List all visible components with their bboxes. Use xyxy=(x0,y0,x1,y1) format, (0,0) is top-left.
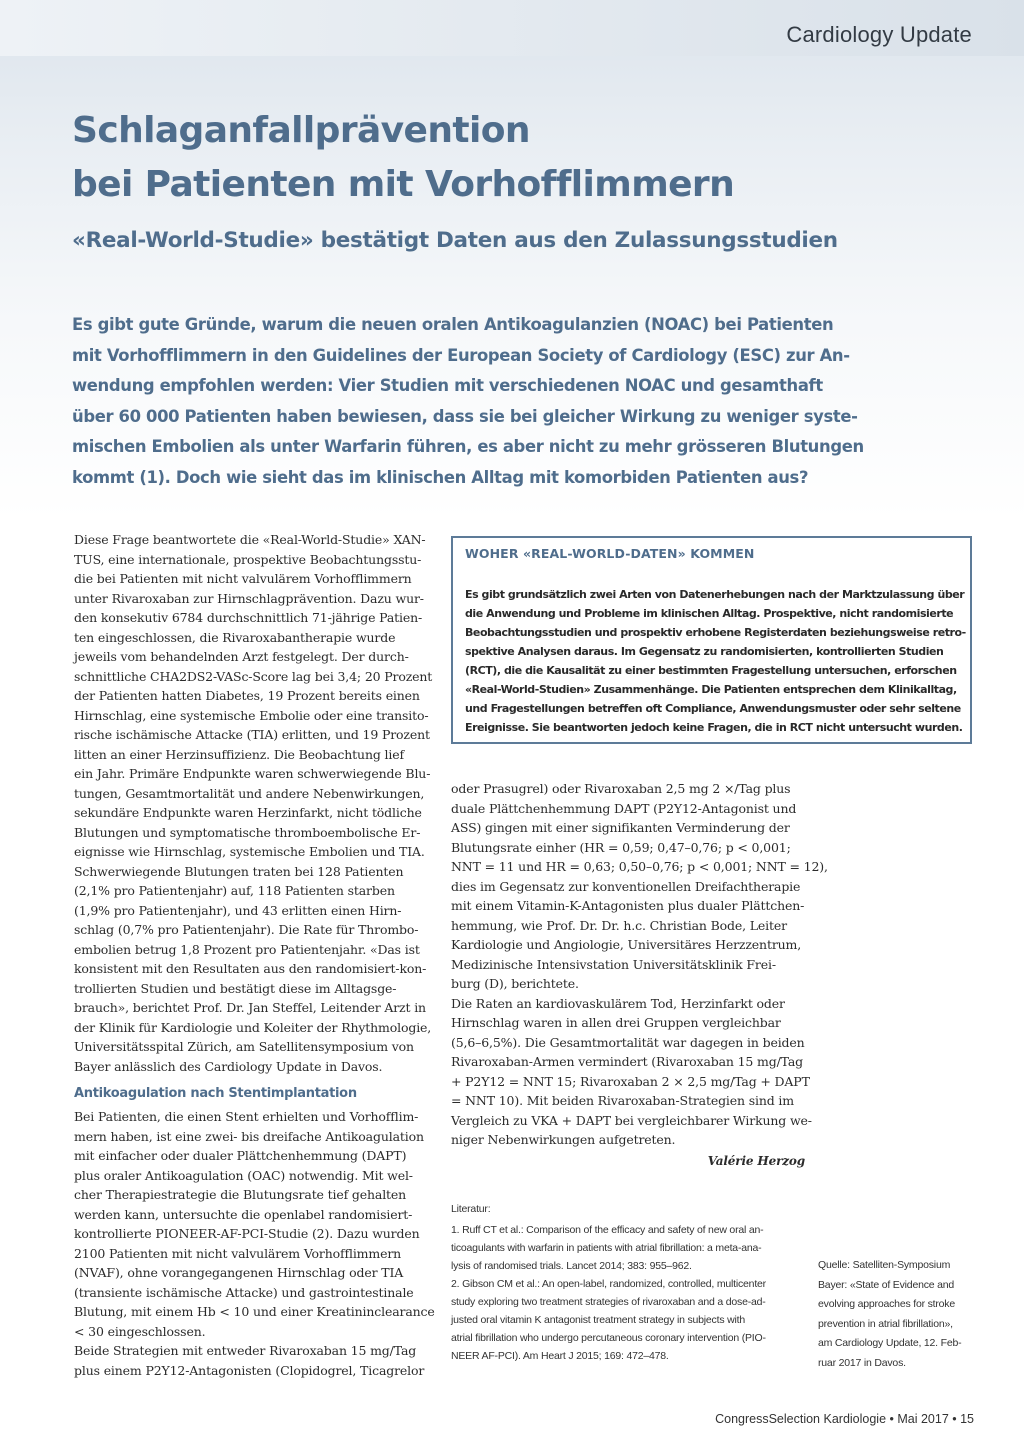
text-line: TUS, eine internationale, prospektive Beobachtungsstu- xyxy=(74,551,422,567)
info-box xyxy=(451,536,972,744)
text-line: litten an einer Herzinsuffizienz. Die Beobachtung lief xyxy=(74,746,404,762)
source-line: prevention in atrial fibrillation», xyxy=(818,1317,953,1330)
text-line: = NNT 10). Mit beiden Rivaroxaban-Strategien sind im xyxy=(451,1093,794,1108)
text-line: der Klinik für Kardiologie und Koleiter der Rhythmologie, xyxy=(74,1019,432,1035)
text-line: unter Rivaroxaban zur Hirnschlagprävention. Dazu wur- xyxy=(74,590,424,606)
source-line: Quelle: Satelliten-Symposium xyxy=(818,1259,951,1271)
text-line: mit einem Vitamin-K-Antagonisten plus dualer Plättchen- xyxy=(451,898,805,913)
text-line: rische ischämische Attacke (TIA) erlitten, und 19 Prozent xyxy=(74,727,430,742)
text-line: der Patienten hatten Diabetes, 19 Prozent bereits einen xyxy=(74,688,420,703)
text-line: kontrollierte PIONEER-AF-PCI-Studie (2). Dazu wurden xyxy=(74,1226,420,1241)
source-note xyxy=(818,1256,988,1373)
text-line: ten eingeschlossen, die Rivaroxabantherapie wurde xyxy=(74,629,396,645)
lead-paragraph xyxy=(72,310,864,493)
text-line: den konsekutiv 6784 durchschnittlich 71-jährige Patien- xyxy=(74,610,423,625)
text-line: Blutung, mit einem Hb < 10 und einer Kreatininclearance xyxy=(74,1304,435,1319)
section-label: Cardiology Update xyxy=(786,22,972,47)
text-line: NNT = 11 und HR = 0,63; 0,50–0,76; p < 0,001; NNT = 12), xyxy=(451,859,828,874)
page-subtitle: «Real-World-Studie» bestätigt Daten aus den Zulassungsstudien xyxy=(72,228,838,253)
middle-column xyxy=(451,779,828,1171)
reference-line: 2. Gibson CM et al.: An open-label, randomized, controlled, multicenter xyxy=(451,1278,766,1290)
text-line: (5,6–6,5%). Die Gesamtmortalität war dagegen in beiden xyxy=(451,1034,805,1050)
text-line: 2100 Patienten mit nicht valvulärem Vorhofflimmern xyxy=(74,1245,402,1261)
text-line: mern haben, ist eine zwei- bis dreifache Antikoagulation xyxy=(74,1128,424,1144)
text-line: Rivaroxaban-Armen vermindert (Rivaroxaban 15 mg/Tag xyxy=(451,1054,804,1069)
body-paragraph xyxy=(74,1107,435,1341)
text-line: tungen, Gesamtmortalität und andere Nebenwirkungen, xyxy=(74,785,425,801)
text-line: burg (D), berichtete. xyxy=(451,976,579,991)
text-line: plus einem P2Y12-Antagonisten (Clopidogrel, Ticagrelor xyxy=(74,1362,425,1378)
reference-line: NEER AF-PCI). Am Heart J 2015; 169: 472–478. xyxy=(451,1350,669,1362)
text-line: duale Plättchenhemmung DAPT (P2Y12-Antagonist und xyxy=(451,800,797,816)
text-line: sekundäre Endpunkte waren Herzinfarkt, nicht tödliche xyxy=(74,805,422,820)
text-line: konsistent mit den Resultaten aus den randomisiert-kon- xyxy=(74,961,427,976)
text-line: hemmung, wie Prof. Dr. Dr. h.c. Christian Bode, Leiter xyxy=(451,917,787,933)
source-line: evolving approaches for stroke xyxy=(818,1298,955,1310)
text-line: Bei Patienten, die einen Stent erhielten und Vorhofflim- xyxy=(74,1109,419,1124)
page-title-line: Schlaganfallprävention xyxy=(72,110,530,151)
text-line: < 30 eingeschlossen. xyxy=(74,1323,206,1339)
text-line: Es gibt grundsätzlich zwei Arten von Datenerhebungen nach der Marktzulassung über xyxy=(465,588,965,601)
text-line: Schwerwiegende Blutungen traten bei 128 Patienten xyxy=(74,863,404,879)
references-title: Literatur: xyxy=(451,1203,491,1215)
info-box-text xyxy=(465,585,965,737)
text-line: die bei Patienten mit nicht valvulärem Vorhofflimmern xyxy=(74,571,412,586)
text-line: plus oraler Antikoagulation (OAC) notwendig. Mit wel- xyxy=(74,1167,413,1183)
text-line: (RCT), die die Kausalität zu einer bestimmten Fragestellung untersuchen, erforschen xyxy=(465,664,957,677)
body-paragraph xyxy=(74,1341,430,1380)
source-line: am Cardiology Update, 12. Feb- xyxy=(818,1337,962,1349)
text-line: Vergleich zu VKA + DAPT bei vergleichbarer Wirkung we- xyxy=(451,1112,812,1128)
source-line: ruar 2017 in Davos. xyxy=(818,1356,906,1369)
body-paragraph xyxy=(74,530,433,1076)
text-line: (NVAF), ohne vorangegangenen Hirnschlag oder TIA xyxy=(74,1265,404,1280)
text-line: Blutungsrate einher (HR = 0,59; 0,47–0,76; p < 0,001; xyxy=(451,839,791,855)
text-line: «Real-World-Studien» Zusammenhänge. Die Patienten entsprechen dem Klinikalltag, xyxy=(465,683,957,696)
text-line: (transiente ischämische Attacke) und gastrointestinale xyxy=(74,1284,414,1300)
left-column xyxy=(74,530,435,1380)
source-line: Bayer: «State of Evidence and xyxy=(818,1278,955,1291)
text-line: ein Jahr. Primäre Endpunkte waren schwerwiegende Blu- xyxy=(74,766,431,781)
text-line: niger Nebenwirkungen aufgetreten. xyxy=(451,1132,676,1147)
lead-line: mit Vorhofflimmern in den Guidelines der European Society of Cardiology (ESC) zur An- xyxy=(72,345,850,365)
author-signature: Valérie Herzog xyxy=(707,1153,805,1168)
text-line: Diese Frage beantwortete die «Real-World-Studie» XAN- xyxy=(74,532,426,547)
text-line: ASS) gingen mit einer signifikanten Verminderung der xyxy=(451,820,790,835)
text-line: Blutungen und symptomatische thromboembolische Er- xyxy=(74,824,421,840)
text-line: Universitätsspital Zürich, am Satellitensymposium von xyxy=(74,1039,414,1054)
lead-line: mischen Embolien als unter Warfarin führen, es aber nicht zu mehr grösseren Blutungen xyxy=(72,437,864,456)
text-line: (2,1% pro Patientenjahr) auf, 118 Patienten starben xyxy=(74,883,395,898)
text-line: spektive Analysen daraus. Im Gegensatz zu randomisierten, kontrollierten Studien xyxy=(465,645,944,658)
body-paragraph xyxy=(451,779,828,994)
text-line: dies im Gegensatz zur konventionellen Dreifachtherapie xyxy=(451,878,801,894)
text-line: trollierten Studien und bestätigt diese im Alltagsge- xyxy=(74,980,397,996)
text-line: Medizinische Intensivstation Universitätsklinik Frei- xyxy=(451,956,776,972)
text-line: schlag (0,7% pro Patientenjahr). Die Rate für Thrombo- xyxy=(74,922,419,937)
text-line: brauch», berichtet Prof. Dr. Jan Steffel, Leitender Arzt in xyxy=(74,1000,426,1015)
text-line: Beide Strategien mit entweder Rivaroxaban 15 mg/Tag xyxy=(74,1343,417,1358)
text-line: + P2Y12 = NNT 15; Rivaroxaban 2 × 2,5 mg/Tag + DAPT xyxy=(451,1073,810,1089)
page-title xyxy=(72,104,952,212)
lead-line: Es gibt gute Gründe, warum die neuen oralen Antikoagulanzien (NOAC) bei Patienten xyxy=(72,315,834,334)
text-line: cher Therapiestrategie die Blutungsrate tief gehalten xyxy=(74,1187,407,1202)
text-line: werden kann, untersuchte die openlabel randomisiert- xyxy=(74,1206,413,1222)
reference-line: ticoagulants with warfarin in patients with atrial fibrillation: a meta-ana- xyxy=(451,1242,762,1254)
text-line: mit einfacher oder dualer Plättchenhemmung (DAPT) xyxy=(74,1148,407,1163)
reference-line: 1. Ruff CT et al.: Comparison of the efficacy and safety of new oral an- xyxy=(451,1224,764,1236)
info-box-title: WOHER «REAL-WORLD-DATEN» KOMMEN xyxy=(465,546,755,561)
page-title-line: bei Patienten mit Vorhofflimmern xyxy=(72,164,735,205)
text-line: Hirnschlag waren in allen drei Gruppen vergleichbar xyxy=(451,1015,781,1030)
references xyxy=(451,1200,811,1365)
text-line: Bayer anlässlich des Cardiology Update in Davos. xyxy=(74,1058,383,1074)
text-line: und Fragestellungen betreffen oft Compliance, Anwendungsmuster oder sehr seltene xyxy=(465,702,961,715)
text-line: die Anwendung und Probleme im klinischen Alltag. Prospektive, nicht randomisierte xyxy=(465,607,954,620)
reference-line: lysis of randomised trials. Lancet 2014; 383: 955–962. xyxy=(451,1260,692,1272)
page-footer: CongressSelection Kardiologie • Mai 2017 • 15 xyxy=(715,1412,974,1426)
text-line: oder Prasugrel) oder Rivaroxaban 2,5 mg 2 ×/Tag plus xyxy=(451,781,791,796)
text-line: eignisse wie Hirnschlag, systemische Embolien und TIA. xyxy=(74,844,425,859)
text-line: jeweils vom behandelnden Arzt festgelegt. Der durch- xyxy=(74,649,409,664)
text-line: Die Raten an kardiovaskulärem Tod, Herzinfarkt oder xyxy=(451,995,785,1011)
lead-line: über 60 000 Patienten haben bewiesen, dass sie bei gleicher Wirkung zu weniger syste- xyxy=(72,406,858,426)
text-line: Hirnschlag, eine systemische Embolie oder eine transito- xyxy=(74,707,429,723)
text-line: Ereignisse. Sie beantworten jedoch keine Fragen, die in RCT nicht untersucht wurden. xyxy=(465,721,963,734)
text-line: Kardiologie und Angiologie, Universitäres Herzzentrum, xyxy=(451,937,802,952)
text-line: embolien betrug 1,8 Prozent pro Patientenjahr. «Das ist xyxy=(74,941,420,957)
section-subheading: Antikoagulation nach Stentimplantation xyxy=(74,1086,357,1101)
reference-line: atrial fibrillation who undergo percutaneous coronary intervention (PIO- xyxy=(451,1332,766,1344)
lead-line: wendung empfohlen werden: Vier Studien mit verschiedenen NOAC und gesamthaft xyxy=(72,376,823,395)
text-line: (1,9% pro Patientenjahr), und 43 erlitten einen Hirn- xyxy=(74,902,402,918)
reference-line: justed oral vitamin K antagonist treatment strategy in subjects with xyxy=(451,1314,745,1326)
reference-line: study exploring two treatment strategies of rivaroxaban and a dose-ad- xyxy=(451,1296,766,1308)
lead-line: kommt (1). Doch wie sieht das im klinischen Alltag mit komorbiden Patienten aus? xyxy=(72,467,809,487)
text-line: schnittliche CHA2DS2-VASc-Score lag bei 3,4; 20 Prozent xyxy=(74,668,433,684)
text-line: Beobachtungsstudien und prospektiv erhobene Registerdaten beziehungsweise retro- xyxy=(465,626,966,639)
body-paragraph xyxy=(451,994,812,1150)
